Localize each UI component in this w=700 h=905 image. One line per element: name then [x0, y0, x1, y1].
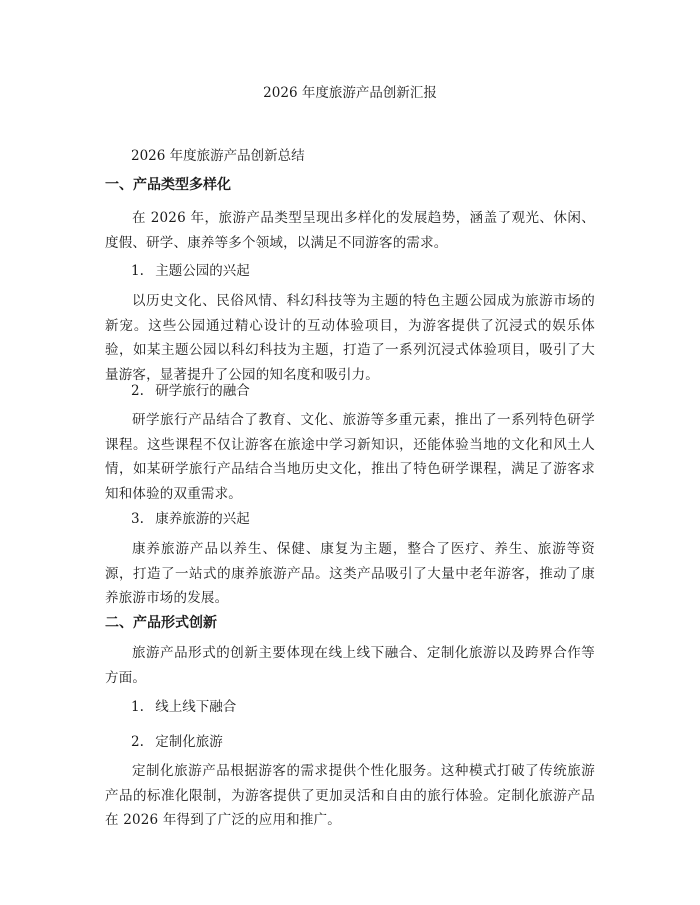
document-subtitle: 2026 年度旅游产品创新总结	[131, 148, 305, 164]
section-heading-2: 二、产品形式创新	[105, 615, 217, 631]
section2-item-1	[131, 698, 236, 716]
item-number: 2.	[131, 383, 144, 399]
section-heading-1: 一、产品类型多样化	[105, 177, 231, 193]
section1-item-2	[131, 382, 250, 400]
section1-item3-paragraph: 康养旅游产品以养生、保健、康复为主题，整合了医疗、养生、旅游等资源，打造了一站式的康养旅游产品。这类产品吸引了大量中老年游客，推动了康养旅游市场的发展。	[105, 541, 595, 606]
section2-intro-paragraph: 旅游产品形式的创新主要体现在线上线下融合、定制化旅游以及跨界合作等方面。	[105, 645, 595, 686]
section2-item-2	[131, 733, 223, 751]
item-label: 定制化旅游	[155, 734, 223, 750]
section1-item1-paragraph: 以历史文化、民俗风情、科幻科技等为主题的特色主题公园成为旅游市场的新宠。这些公园通过精心设计的互动体验项目，为游客提供了沉浸式的娱乐体验，如某主题公园以科幻科技为主题，打造了一系列沉浸式体验项目，吸引了大量游客，显著提升了公园的知名度和吸引力。	[105, 293, 595, 383]
item-number: 1.	[131, 699, 144, 715]
section1-item2-paragraph: 研学旅行产品结合了教育、文化、旅游等多重元素，推出了一系列特色研学课程。这些课程不仅让游客在旅途中学习新知识，还能体验当地的文化和风土人情，如某研学旅行产品结合当地历史文化，推出了特色研学课程，满足了游客求知和体验的双重需求。	[105, 412, 595, 502]
item-label: 康养旅游的兴起	[155, 511, 250, 527]
item-label: 研学旅行的融合	[155, 383, 250, 399]
section1-intro-paragraph: 在 2026 年，旅游产品类型呈现出多样化的发展趋势，涵盖了观光、休闲、度假、研学、康养等多个领域，以满足不同游客的需求。	[105, 210, 595, 251]
item-number: 2.	[131, 734, 144, 750]
section2-item2-paragraph: 定制化旅游产品根据游客的需求提供个性化服务。这种模式打破了传统旅游产品的标准化限制，为游客提供了更加灵活和自由的旅行体验。定制化旅游产品在 2026 年得到了广泛的应用和推广。	[105, 763, 595, 828]
item-label: 主题公园的兴起	[155, 263, 250, 279]
document-title: 2026 年度旅游产品创新汇报	[263, 85, 437, 101]
section1-item-1	[131, 262, 250, 280]
item-number: 3.	[131, 511, 144, 527]
section1-item-3	[131, 510, 250, 528]
item-number: 1.	[131, 263, 144, 279]
item-label: 线上线下融合	[155, 699, 237, 715]
